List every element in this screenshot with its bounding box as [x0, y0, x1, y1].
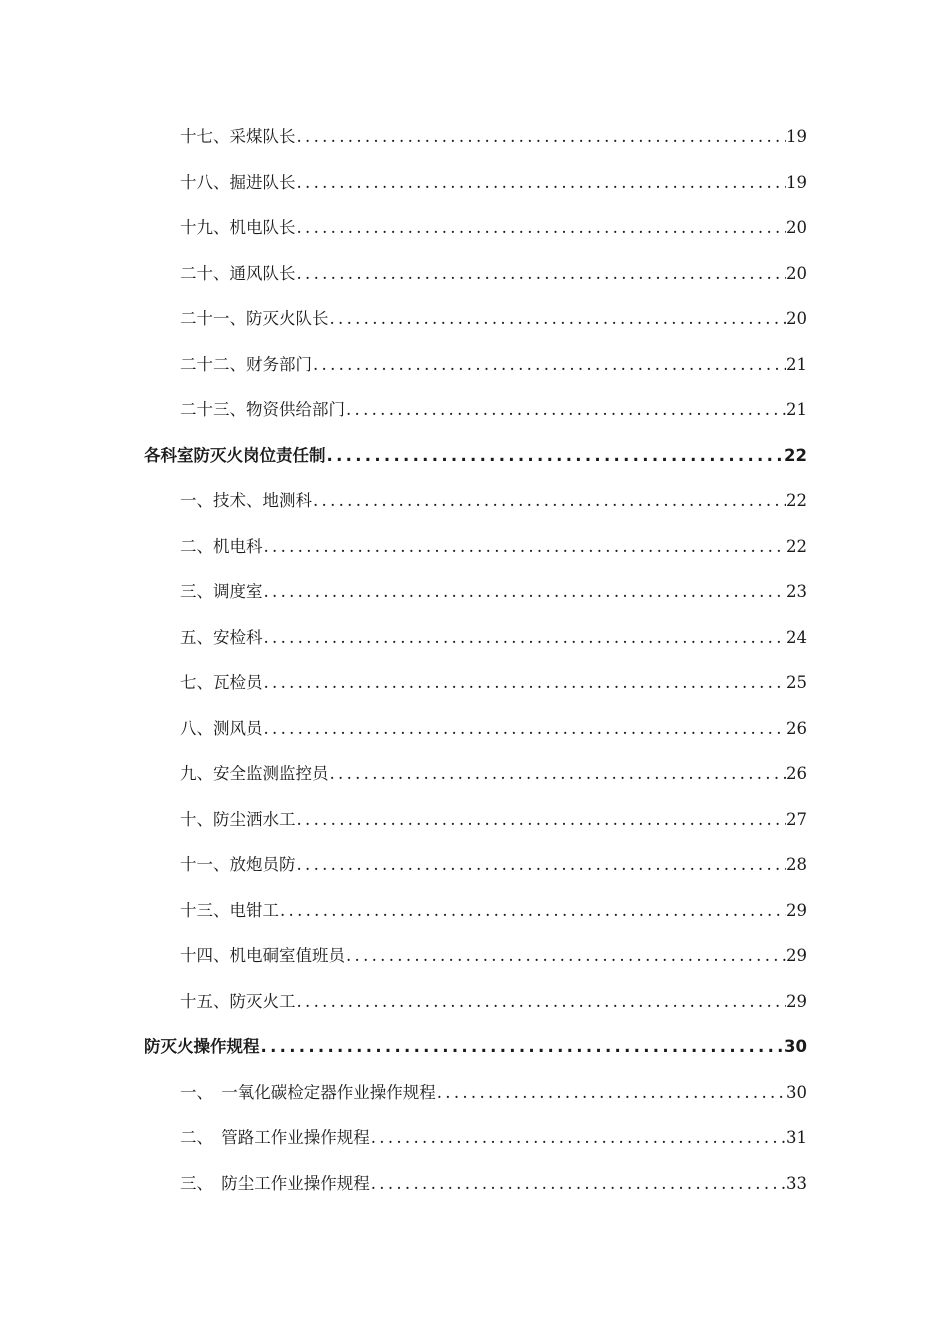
toc-entry[interactable] [0, 251, 807, 297]
toc-entry-title: 二十一、防灭火队长 [180, 309, 329, 328]
toc-leader-dots [370, 1161, 786, 1207]
toc-entry-title: 三、调度室 [180, 582, 263, 601]
toc-leader-dots [263, 660, 787, 706]
toc-leader-dots [296, 160, 787, 206]
toc-leader-dots [345, 933, 786, 979]
toc-entry-title: 十一、放炮员防 [180, 855, 296, 874]
toc-entry[interactable] [0, 342, 807, 388]
toc-entry[interactable] [0, 615, 807, 661]
toc-entry-title: 十七、采煤队长 [180, 127, 296, 146]
toc-entry-page: 30 [786, 1082, 807, 1102]
toc-entry[interactable] [0, 842, 807, 888]
toc-entry-title: 十五、防灭火工 [180, 991, 296, 1011]
toc-entry-page: 21 [786, 400, 807, 419]
toc-leader-dots [263, 706, 787, 752]
toc-entry[interactable] [0, 160, 807, 206]
toc-entry-page: 28 [786, 855, 807, 874]
toc-entry-title: 防灭火操作规程 [144, 1037, 260, 1056]
toc-entry-page: 33 [786, 1173, 807, 1193]
toc-entry[interactable] [0, 296, 807, 342]
toc-entry[interactable] [0, 1161, 807, 1207]
toc-leader-dots [345, 387, 786, 433]
toc-leader-dots [279, 888, 786, 934]
toc-entry-title: 五、安检科 [180, 627, 263, 647]
toc-entry-page: 19 [786, 127, 807, 146]
toc-entry-page: 26 [786, 718, 807, 738]
toc-entry-page: 20 [786, 218, 807, 237]
toc-entry-page: 21 [786, 354, 807, 374]
toc-leader-dots [296, 797, 787, 843]
toc-entry[interactable] [0, 979, 807, 1025]
toc-entry[interactable] [0, 933, 807, 979]
toc-entry-title: 二、机电科 [180, 536, 263, 556]
toc-section-heading[interactable] [0, 1024, 807, 1070]
toc-entry-title: 十八、掘进队长 [180, 172, 296, 192]
toc-entry[interactable] [0, 205, 807, 251]
toc-entry-page: 29 [786, 946, 807, 965]
toc-entry-page: 20 [786, 263, 807, 283]
toc-entry-page: 31 [786, 1128, 807, 1147]
toc-entry-page: 25 [786, 673, 807, 692]
toc-entry-page: 29 [786, 900, 807, 920]
toc-entry-page: 30 [784, 1037, 807, 1056]
toc-entry[interactable] [0, 660, 807, 706]
toc-entry[interactable] [0, 524, 807, 570]
toc-entry[interactable] [0, 114, 807, 160]
toc-entry[interactable] [0, 1115, 807, 1161]
table-of-contents [0, 114, 950, 1206]
toc-entry-page: 26 [786, 764, 807, 783]
toc-entry-page: 22 [784, 445, 807, 465]
toc-entry-title: 八、测风员 [180, 718, 263, 738]
toc-section-heading[interactable] [0, 433, 807, 479]
toc-entry[interactable] [0, 387, 807, 433]
toc-leader-dots [312, 478, 786, 524]
toc-leader-dots [296, 114, 787, 160]
toc-entry[interactable] [0, 1070, 807, 1116]
toc-entry-title: 十九、机电队长 [180, 218, 296, 237]
toc-entry-title: 二十二、财务部门 [180, 354, 312, 374]
toc-entry-page: 23 [786, 582, 807, 601]
toc-entry[interactable] [0, 751, 807, 797]
toc-leader-dots [296, 842, 787, 888]
toc-entry-title: 一、技术、地测科 [180, 491, 312, 510]
toc-leader-dots [312, 342, 786, 388]
toc-leader-dots [263, 615, 787, 661]
toc-entry-page: 24 [786, 627, 807, 647]
toc-entry-title: 七、瓦检员 [180, 673, 263, 692]
toc-leader-dots [370, 1115, 786, 1161]
toc-entry-title: 十、防尘洒水工 [180, 809, 296, 829]
toc-leader-dots [329, 296, 787, 342]
toc-leader-dots [296, 251, 787, 297]
toc-entry[interactable] [0, 888, 807, 934]
toc-leader-dots [263, 569, 787, 615]
toc-leader-dots [296, 979, 787, 1025]
toc-entry-title: 二、 管路工作业操作规程 [180, 1128, 370, 1147]
toc-entry-page: 27 [786, 809, 807, 829]
toc-entry[interactable] [0, 797, 807, 843]
toc-entry[interactable] [0, 706, 807, 752]
toc-entry-title: 一、 一氧化碳检定器作业操作规程 [180, 1082, 436, 1102]
toc-entry[interactable] [0, 569, 807, 615]
toc-entry-title: 九、安全监测监控员 [180, 764, 329, 783]
toc-entry-page: 20 [786, 309, 807, 328]
toc-entry-title: 十三、电钳工 [180, 900, 279, 920]
toc-leader-dots [263, 524, 787, 570]
toc-entry-page: 22 [786, 491, 807, 510]
toc-leader-dots [296, 205, 787, 251]
toc-leader-dots [260, 1024, 785, 1070]
toc-entry-title: 各科室防灭火岗位责任制 [144, 445, 326, 465]
toc-leader-dots [326, 433, 785, 479]
toc-leader-dots [329, 751, 787, 797]
toc-entry-page: 22 [786, 536, 807, 556]
toc-entry-page: 29 [786, 991, 807, 1011]
toc-entry-page: 19 [786, 172, 807, 192]
toc-entry-title: 二十三、物资供给部门 [180, 400, 345, 419]
toc-entry-title: 二十、通风队长 [180, 263, 296, 283]
toc-entry-title: 十四、机电硐室值班员 [180, 946, 345, 965]
toc-entry[interactable] [0, 478, 807, 524]
toc-leader-dots [436, 1070, 786, 1116]
toc-entry-title: 三、 防尘工作业操作规程 [180, 1173, 370, 1193]
